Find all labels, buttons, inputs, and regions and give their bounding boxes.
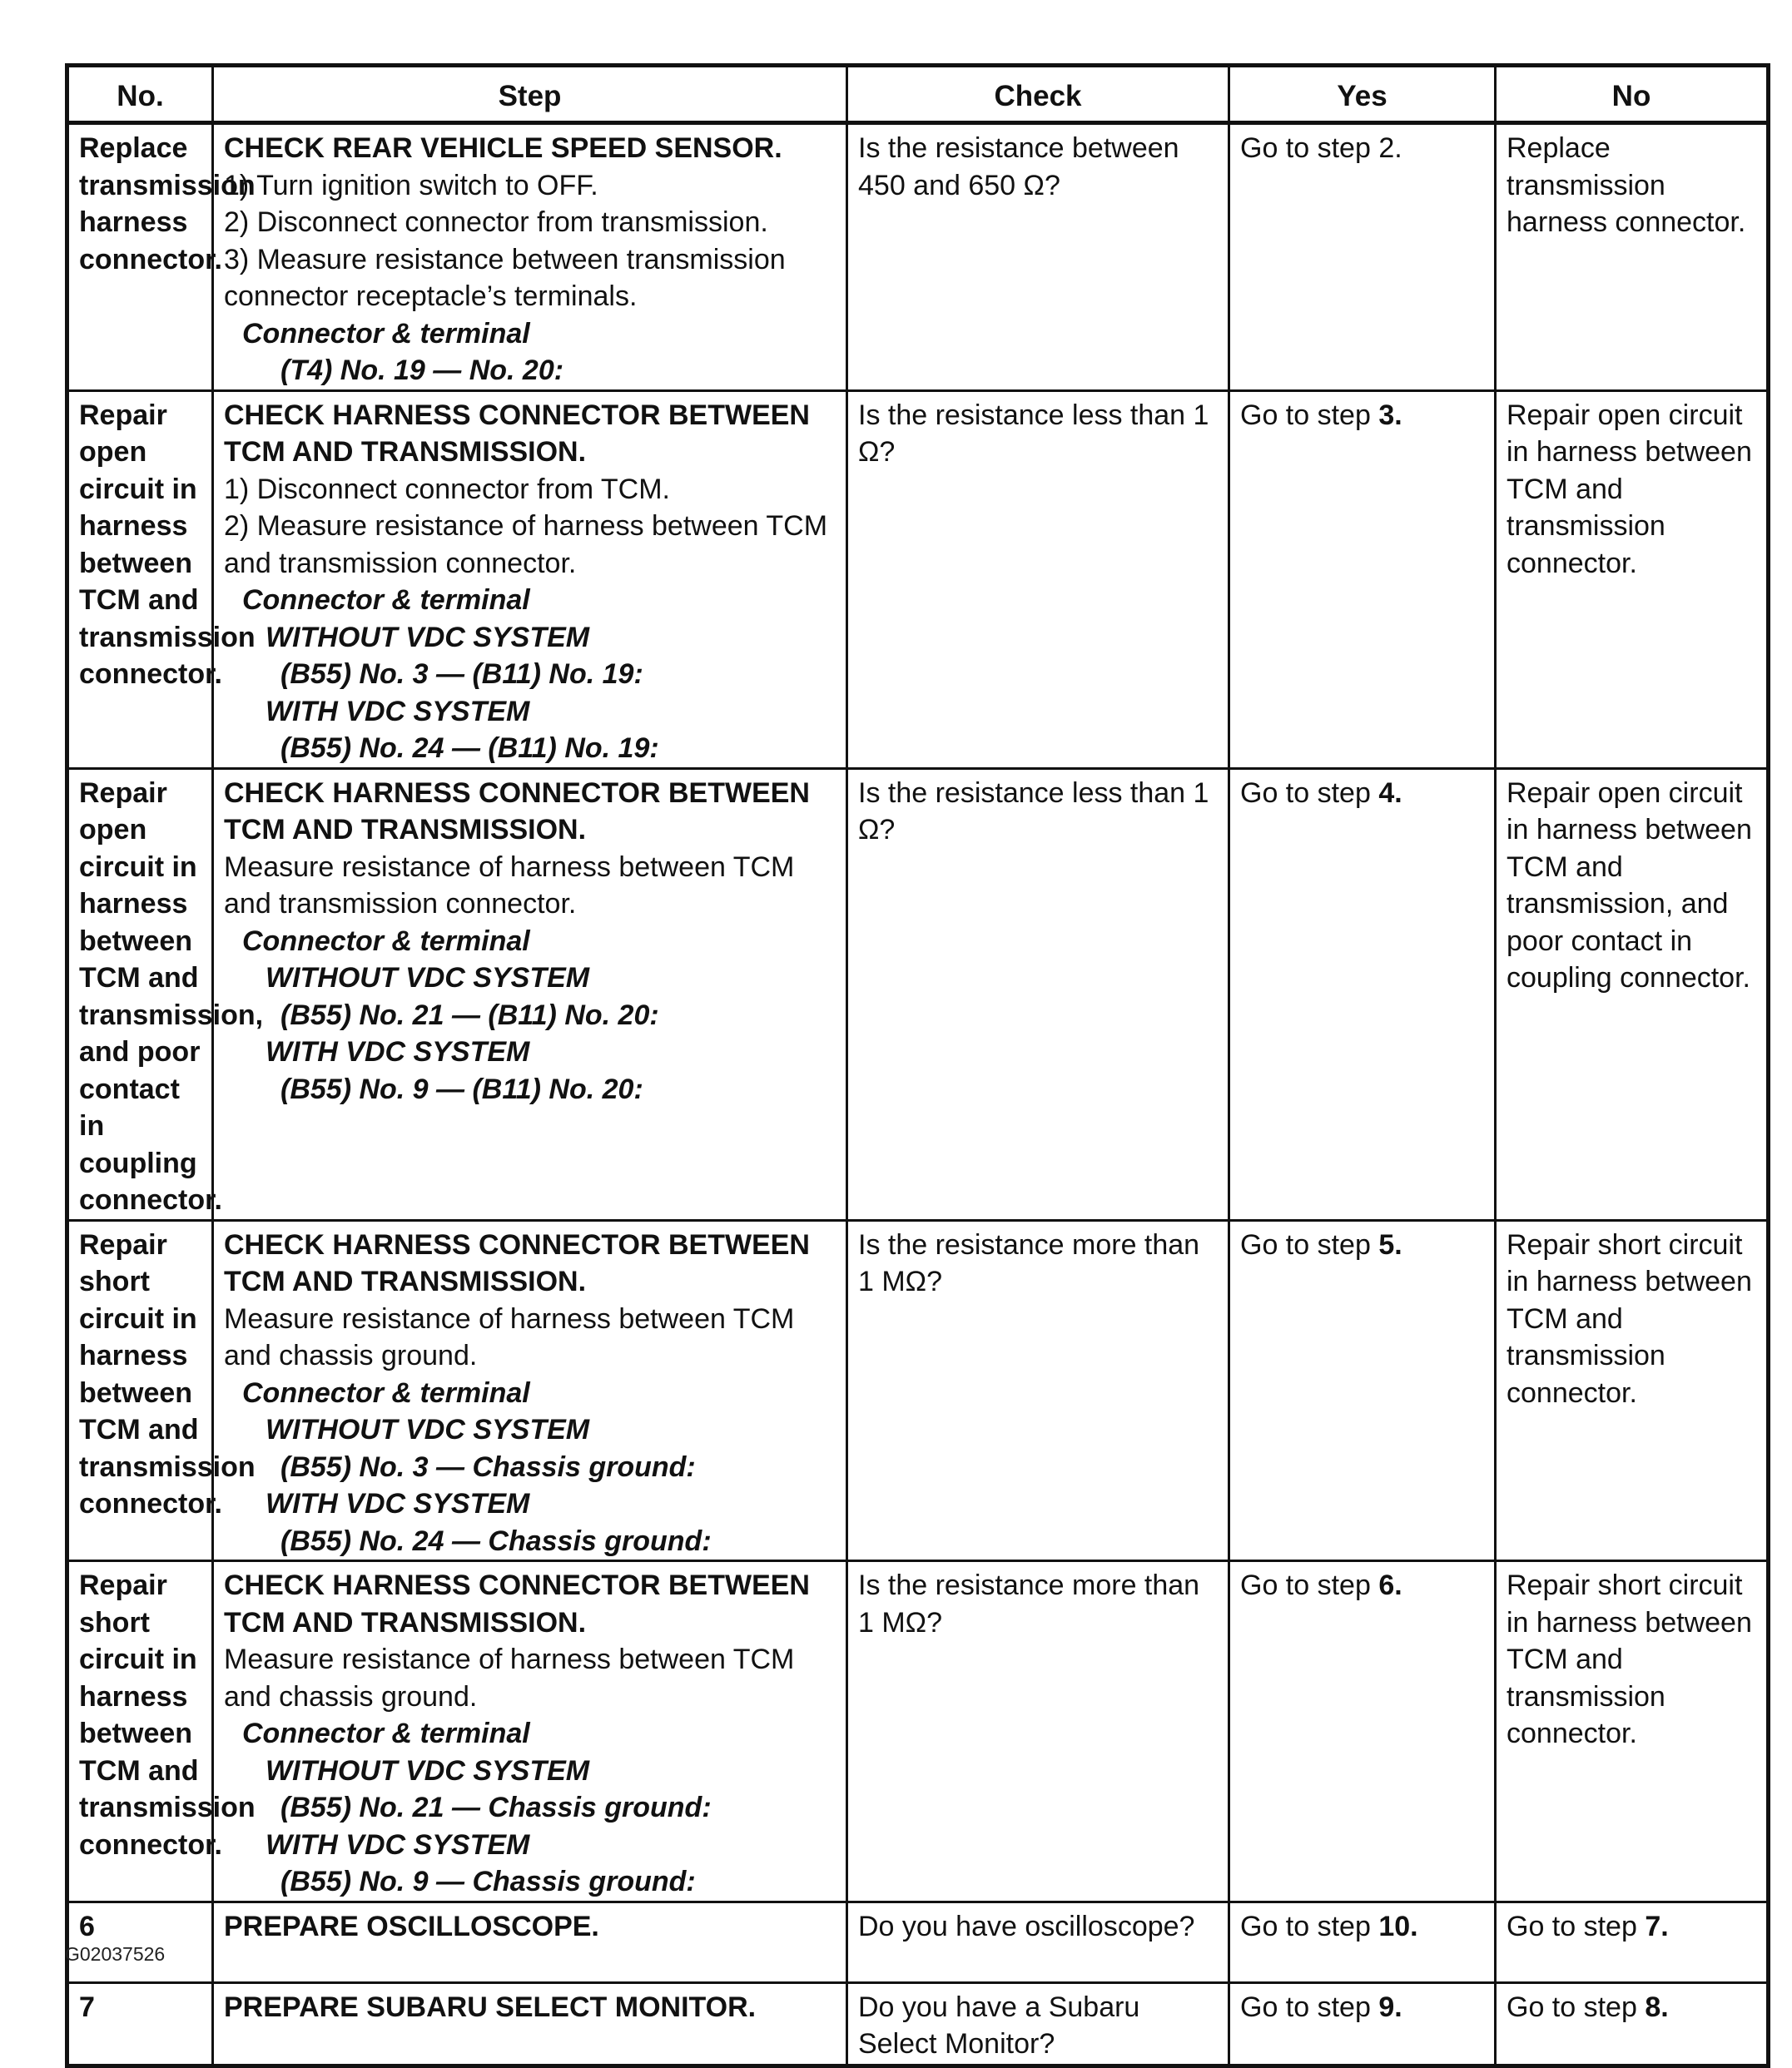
without-vdc-label: WITHOUT VDC SYSTEM: [266, 1414, 590, 1446]
check-cell: Is the resistance more than 1 MΩ?: [847, 1561, 1229, 1902]
with-vdc-label: WITH VDC SYSTEM: [266, 1036, 530, 1068]
step-cell: [213, 1982, 847, 2066]
step-instruction: Measure resistance of harness between TCM and chassis ground.: [224, 1302, 795, 1371]
yes-cell: [1229, 1220, 1496, 1561]
connector-terminal-label: Connector & terminal: [242, 1376, 530, 1409]
with-vdc-label: WITH VDC SYSTEM: [266, 1488, 530, 1520]
no-step-number: 8.: [1645, 1991, 1669, 2023]
with-vdc-value: (B55) No. 9 — (B11) No. 20:: [280, 1073, 643, 1105]
yes-step-number: 10.: [1378, 1910, 1418, 1942]
step-instruction: Measure resistance of harness between TCM and transmission connector.: [224, 851, 795, 920]
step-cell: [213, 1220, 847, 1561]
step-title: CHECK HARNESS CONNECTOR BETWEEN TCM AND TRANSMISSION.: [224, 1228, 810, 1297]
without-vdc-value: (B55) No. 3 — (B11) No. 19:: [280, 658, 643, 690]
yes-step-number: 2.: [1378, 132, 1402, 164]
yes-text: Go to step: [1240, 1570, 1379, 1601]
step-cell: [213, 768, 847, 1220]
yes-text: Go to step: [1240, 1910, 1379, 1942]
header-row: [67, 66, 1769, 123]
no-cell: Repair open circuit in harness between TCM and transmission connector.: [1496, 390, 1769, 768]
table-row: [67, 1982, 1769, 2066]
yes-step-number: 4.: [1378, 776, 1402, 809]
yes-text: Go to step: [1240, 132, 1379, 164]
yes-text: Go to step: [1240, 399, 1379, 431]
table-row: [67, 1561, 1769, 1902]
step-instruction: Measure resistance of harness between TCM and chassis ground.: [224, 1644, 795, 1713]
connector-terminal-label: Connector & terminal: [242, 317, 530, 350]
check-cell: Is the resistance more than 1 MΩ?: [847, 1220, 1229, 1561]
diagnostic-table: [65, 63, 1770, 2068]
without-vdc-value: (B55) No. 21 — (B11) No. 20:: [280, 999, 659, 1031]
connector-terminal-value: (T4) No. 19 — No. 20:: [280, 355, 564, 386]
with-vdc-value: (B55) No. 24 — (B11) No. 19:: [280, 732, 659, 764]
yes-cell: [1229, 768, 1496, 1220]
step-title: CHECK REAR VEHICLE SPEED SENSOR.: [224, 132, 782, 164]
no-cell: Repair open circuit in harness between TCM and transmission, and poor contact in coupling connector.: [1496, 768, 1769, 1220]
no-cell: [1496, 1902, 1769, 1982]
check-cell: Is the resistance less than 1 Ω?: [847, 390, 1229, 768]
without-vdc-label: WITHOUT VDC SYSTEM: [266, 621, 590, 653]
table-row: [67, 123, 1769, 391]
yes-cell: [1229, 1982, 1496, 2066]
yes-cell: [1229, 123, 1496, 391]
check-cell: Is the resistance between 450 and 650 Ω?: [847, 123, 1229, 391]
check-cell: Is the resistance less than 1 Ω?: [847, 768, 1229, 1220]
yes-text: Go to step: [1240, 1991, 1379, 2023]
no-text: Go to step: [1507, 1991, 1646, 2023]
step-instruction: 2) Measure resistance of harness between TCM and transmission connector.: [224, 510, 828, 579]
with-vdc-label: WITH VDC SYSTEM: [266, 1828, 530, 1861]
check-cell: Do you have a Subaru Select Monitor?: [847, 1982, 1229, 2066]
with-vdc-label: WITH VDC SYSTEM: [266, 695, 530, 727]
yes-text: Go to step: [1240, 1228, 1379, 1261]
table-row: [67, 1220, 1769, 1561]
yes-step-number: 3.: [1378, 399, 1402, 431]
yes-cell: [1229, 390, 1496, 768]
without-vdc-label: WITHOUT VDC SYSTEM: [266, 1754, 590, 1787]
no-cell: Repair short circuit in harness between TCM and transmission connector.: [1496, 1561, 1769, 1902]
table-row: [67, 390, 1769, 768]
step-cell: [213, 123, 847, 391]
header-no-col: No: [1496, 66, 1769, 123]
step-instruction: 1) Turn ignition switch to OFF.: [224, 169, 598, 201]
yes-step-number: 6.: [1378, 1570, 1402, 1601]
step-title: PREPARE OSCILLOSCOPE.: [224, 1910, 599, 1942]
no-cell: Repair short circuit in harness between TCM and transmission connector.: [1496, 1220, 1769, 1561]
yes-text: Go to step: [1240, 776, 1379, 809]
without-vdc-label: WITHOUT VDC SYSTEM: [266, 962, 590, 994]
yes-cell: [1229, 1561, 1496, 1902]
with-vdc-value: (B55) No. 9 — Chassis ground:: [280, 1866, 696, 1897]
step-number: 7: [67, 1982, 213, 2066]
step-title: CHECK HARNESS CONNECTOR BETWEEN TCM AND TRANSMISSION.: [224, 776, 810, 846]
header-step: Step: [213, 66, 847, 123]
connector-terminal-label: Connector & terminal: [242, 1718, 530, 1749]
connector-terminal-label: Connector & terminal: [242, 584, 530, 616]
step-instruction: 1) Disconnect connector from TCM.: [224, 473, 670, 505]
step-cell: [213, 1902, 847, 1982]
step-title: PREPARE SUBARU SELECT MONITOR.: [224, 1991, 757, 2023]
no-text: Go to step: [1507, 1910, 1646, 1942]
step-number: Repair short circuit in harness between TCM and transmission connector.: [67, 1220, 213, 1561]
no-step-number: 7.: [1645, 1910, 1669, 1942]
connector-terminal-label: Connector & terminal: [242, 925, 530, 957]
without-vdc-value: (B55) No. 21 — Chassis ground:: [280, 1792, 712, 1823]
step-cell: [213, 390, 847, 768]
header-check: Check: [847, 66, 1229, 123]
table-row: [67, 1902, 1769, 1982]
step-number: Replace transmission harness connector.: [67, 123, 213, 391]
header-yes: Yes: [1229, 66, 1496, 123]
table-row: [67, 768, 1769, 1220]
with-vdc-value: (B55) No. 24 — Chassis ground:: [280, 1525, 712, 1557]
yes-cell: [1229, 1902, 1496, 1982]
step-title: CHECK HARNESS CONNECTOR BETWEEN TCM AND TRANSMISSION.: [224, 1570, 810, 1639]
step-number: Repair open circuit in harness between TCM and transmission connector.: [67, 390, 213, 768]
step-number: Repair open circuit in harness between TCM and transmission, and poor contact in coupling connector.: [67, 768, 213, 1220]
step-title: CHECK HARNESS CONNECTOR BETWEEN TCM AND TRANSMISSION.: [224, 399, 810, 468]
check-cell: Do you have oscilloscope?: [847, 1902, 1229, 1982]
no-cell: Replace transmission harness connector.: [1496, 123, 1769, 391]
step-instruction: 2) Disconnect connector from transmission.: [224, 206, 768, 238]
no-cell: [1496, 1982, 1769, 2066]
yes-step-number: 5.: [1378, 1228, 1402, 1261]
step-instruction: 3) Measure resistance between transmission connector receptacle’s terminals.: [224, 243, 786, 312]
figure-id: G02037526: [65, 1943, 166, 1965]
without-vdc-value: (B55) No. 3 — Chassis ground:: [280, 1451, 696, 1483]
yes-step-number: 9.: [1378, 1991, 1402, 2023]
step-number: 6: [67, 1902, 213, 1982]
step-number: Repair short circuit in harness between TCM and transmission connector.: [67, 1561, 213, 1902]
header-no: No.: [67, 66, 213, 123]
step-cell: [213, 1561, 847, 1902]
